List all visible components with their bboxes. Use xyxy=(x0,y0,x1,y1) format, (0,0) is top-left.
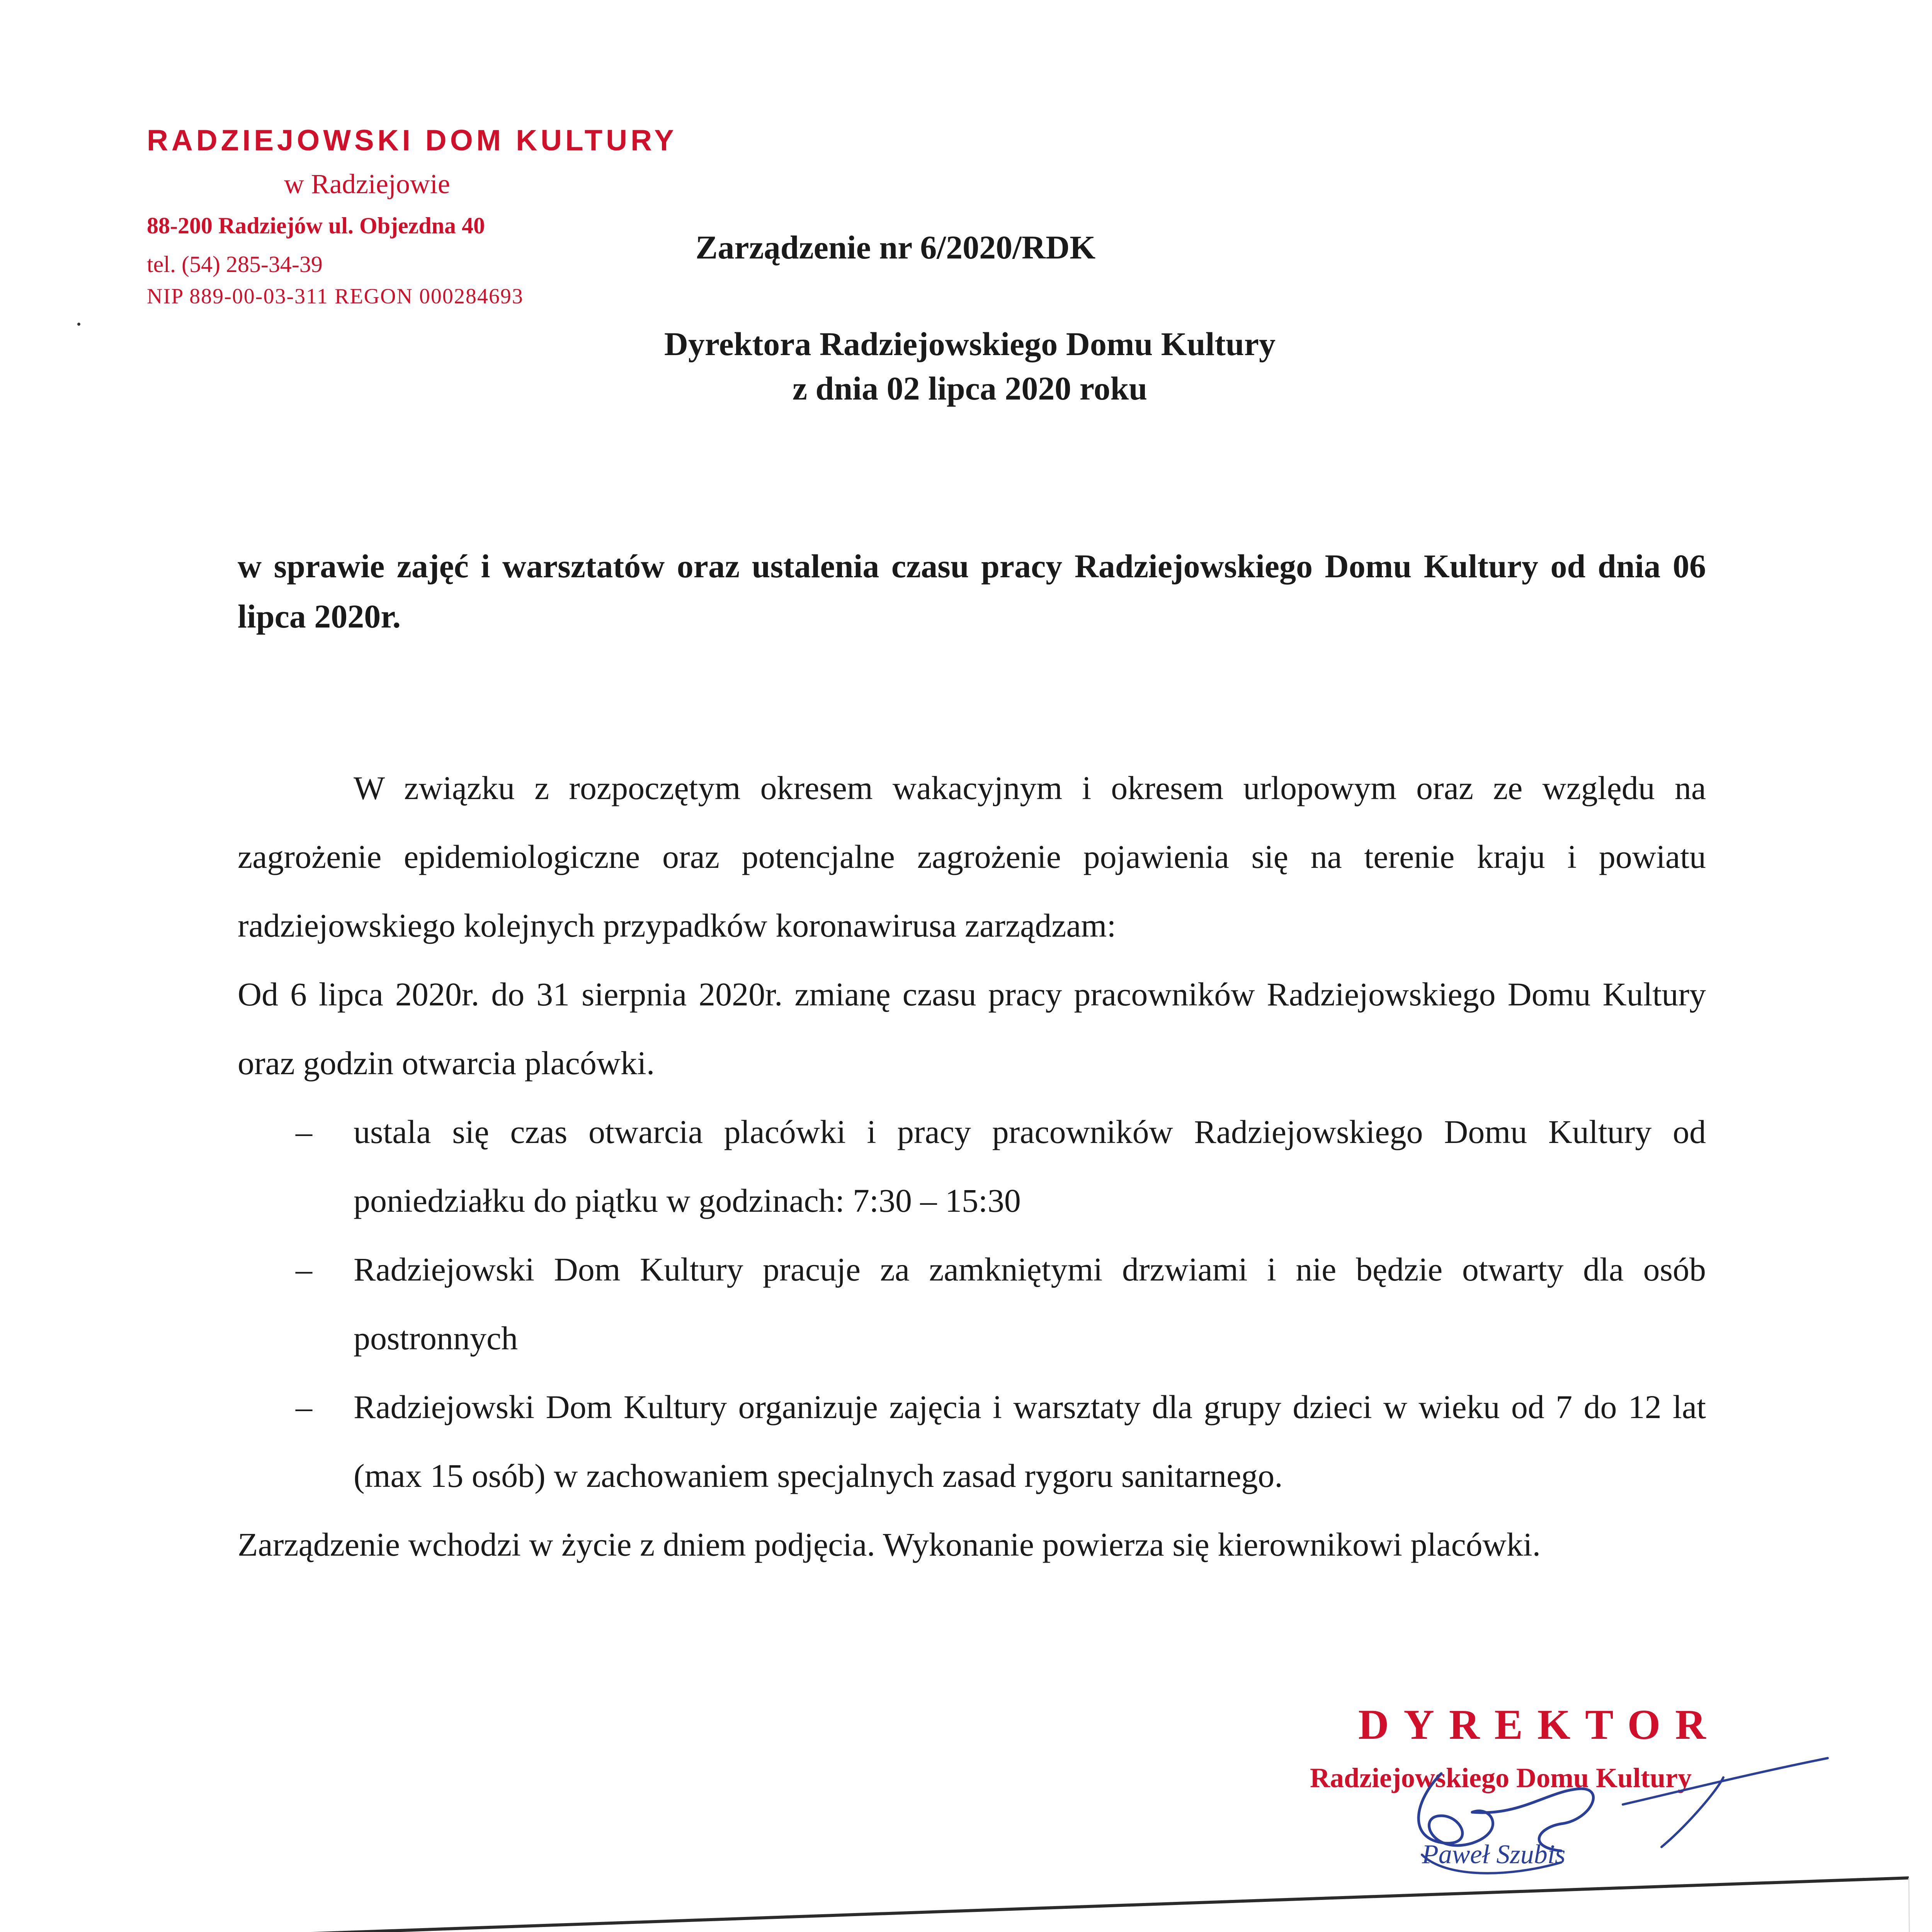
list-dash: – xyxy=(296,1251,312,1288)
body-closing: Zarządzenie wchodzi w życie z dniem podjęcia. Wykonanie powierza się kierownikowi placówki. xyxy=(238,1526,1541,1563)
document-issuer: Dyrektora Radziejowskiego Domu Kultury xyxy=(664,325,1276,362)
document-title: Zarządzenie nr 6/2020/RDK xyxy=(696,229,1096,266)
body-change: Od 6 lipca 2020r. do 31 sierpnia 2020r. zmianę czasu pracy pracowników Radziejowskiego Domu Kultury oraz godzin otwarcia placówki. xyxy=(238,976,1706,1082)
document-subject: w sprawie zajęć i warsztatów oraz ustalenia czasu pracy Radziejowskiego Domu Kultury od dnia 06 lipca 2020r. xyxy=(238,548,1706,635)
signature-name: Paweł Szubis xyxy=(1422,1840,1566,1869)
body-intro: W związku z rozpoczętym okresem wakacyjnym i okresem urlopowym oraz ze względu na zagrożenie epidemiologiczne oraz potencjalne zagrożenie pojawienia się na terenie kraju i powiatu radziejowskiego kolejnych przypadków koronawirusa zarządzam: xyxy=(238,769,1706,944)
stamp-phone: tel. (54) 285-34-39 xyxy=(147,252,323,277)
list-dash: – xyxy=(296,1388,312,1425)
document-date: z dnia 02 lipca 2020 roku xyxy=(792,370,1148,407)
stamp-address: 88-200 Radziejów ul. Objezdna 40 xyxy=(147,213,485,238)
list-item-text: ustala się czas otwarcia placówki i pracy pracowników Radziejowskiego Domu Kultury od poniedziałku do piątku w godzinach: 7:30 – 15:30 xyxy=(354,1113,1706,1219)
signature-stamp-title: DYREKTOR xyxy=(1358,1701,1721,1748)
stamp-city: w Radziejowie xyxy=(284,168,450,199)
signature-stamp-org: Radziejowskiego Domu Kultury xyxy=(1310,1762,1692,1793)
list-dash: – xyxy=(296,1113,312,1150)
list-item-text: Radziejowski Dom Kultury pracuje za zamkniętymi drzwiami i nie będzie otwarty dla osób postronnych xyxy=(354,1251,1706,1357)
stamp-nip-regon: NIP 889-00-03-311 REGON 000284693 xyxy=(147,284,524,307)
list-item-text: Radziejowski Dom Kultury organizuje zajęcia i warsztaty dla grupy dzieci w wieku od 7 do 12 lat (max 15 osób) w zachowaniem specjalnych zasad rygoru sanitarnego. xyxy=(354,1388,1706,1494)
stamp-institution-name: RADZIEJOWSKI DOM KULTURY xyxy=(147,124,677,157)
